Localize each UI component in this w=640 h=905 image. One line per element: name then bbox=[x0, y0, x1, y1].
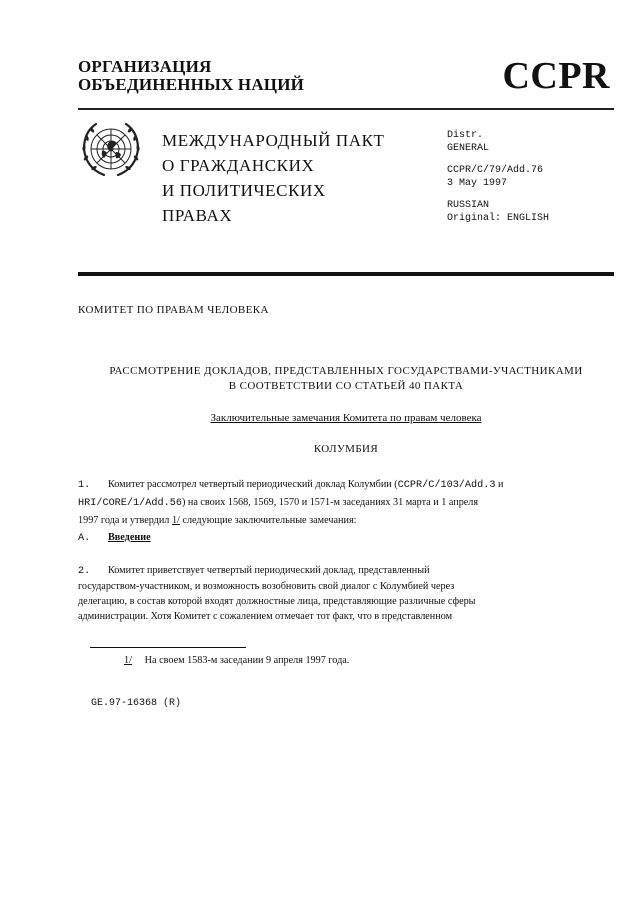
header-bottom-rule bbox=[78, 272, 614, 276]
document-code: CCPR bbox=[502, 55, 610, 97]
document-date: 3 May 1997 bbox=[447, 178, 508, 189]
document-job-number: GE.97-16368 (R) bbox=[91, 698, 182, 709]
document-language: RUSSIAN bbox=[447, 200, 490, 211]
section-heading bbox=[78, 364, 614, 394]
covenant-line-3: И ПОЛИТИЧЕСКИХ bbox=[162, 181, 326, 200]
covenant-line-1: МЕЖДУНАРОДНЫЙ ПАКТ bbox=[162, 131, 385, 150]
covenant-title bbox=[162, 128, 385, 228]
document-metadata bbox=[447, 129, 549, 225]
footnote-text: На своем 1583-м заседании 9 апреля 1997 года. bbox=[144, 655, 350, 666]
heading-line-2: В СООТВЕТСТВИИ СО СТАТЬЕЙ 40 ПАКТА bbox=[228, 380, 464, 392]
paragraph-number: 2. bbox=[78, 566, 91, 577]
un-emblem-icon bbox=[78, 118, 144, 184]
covenant-line-2: О ГРАЖДАНСКИХ bbox=[162, 156, 315, 175]
paragraph-1: 1. Комитет рассмотрел четвертый периодический доклад Колумбии (CCPR/C/103/Add.3 и HRI/CORE/1/Add.56) на своих 1568, 1569, 1570 и 1571-м заседаниях 31 марта и 1 апреля 1997 года и утвердил 1/ следующие заключительные замечания: bbox=[78, 479, 504, 526]
section-title: Введение bbox=[108, 532, 151, 543]
header-divider bbox=[78, 108, 614, 110]
distribution-value: GENERAL bbox=[447, 143, 490, 154]
document-symbol: CCPR/C/79/Add.76 bbox=[447, 165, 544, 176]
country-title: КОЛУМБИЯ bbox=[313, 443, 379, 455]
covenant-line-4: ПРАВАХ bbox=[162, 206, 233, 225]
section-a-heading bbox=[78, 532, 151, 544]
original-language: Original: ENGLISH bbox=[447, 213, 550, 224]
paragraph-2: 2. Комитет приветствует четвертый периодический доклад, представленный государством-участником, и возможность возобновить свой диалог с Колумбией через делегацию, в состав которой входят должностные лица, представляющие различные сферы администрации. Хотя Комитет с сожалением отмечает тот факт, что в представленном bbox=[78, 565, 476, 622]
concluding-observations-title: Заключительные замечания Комитета по правам человека bbox=[210, 412, 482, 424]
org-line-1: ОРГАНИЗАЦИЯ bbox=[78, 57, 212, 76]
committee-name: КОМИТЕТ ПО ПРАВАМ ЧЕЛОВЕКА bbox=[78, 304, 269, 316]
section-label: A. bbox=[78, 533, 91, 544]
footnote bbox=[124, 655, 349, 666]
paragraph-number: 1. bbox=[78, 480, 91, 491]
org-line-2: ОБЪЕДИНЕННЫХ НАЦИЙ bbox=[78, 75, 305, 94]
distribution-label: Distr. bbox=[447, 130, 484, 141]
footnote-mark: 1/ bbox=[124, 655, 132, 666]
organization-name bbox=[78, 58, 304, 94]
footnote-divider bbox=[90, 647, 246, 648]
heading-line-1: РАССМОТРЕНИЕ ДОКЛАДОВ, ПРЕДСТАВЛЕННЫХ ГОСУДАРСТВАМИ-УЧАСТНИКАМИ bbox=[109, 365, 583, 377]
footnote-reference[interactable]: 1/ bbox=[171, 515, 180, 526]
